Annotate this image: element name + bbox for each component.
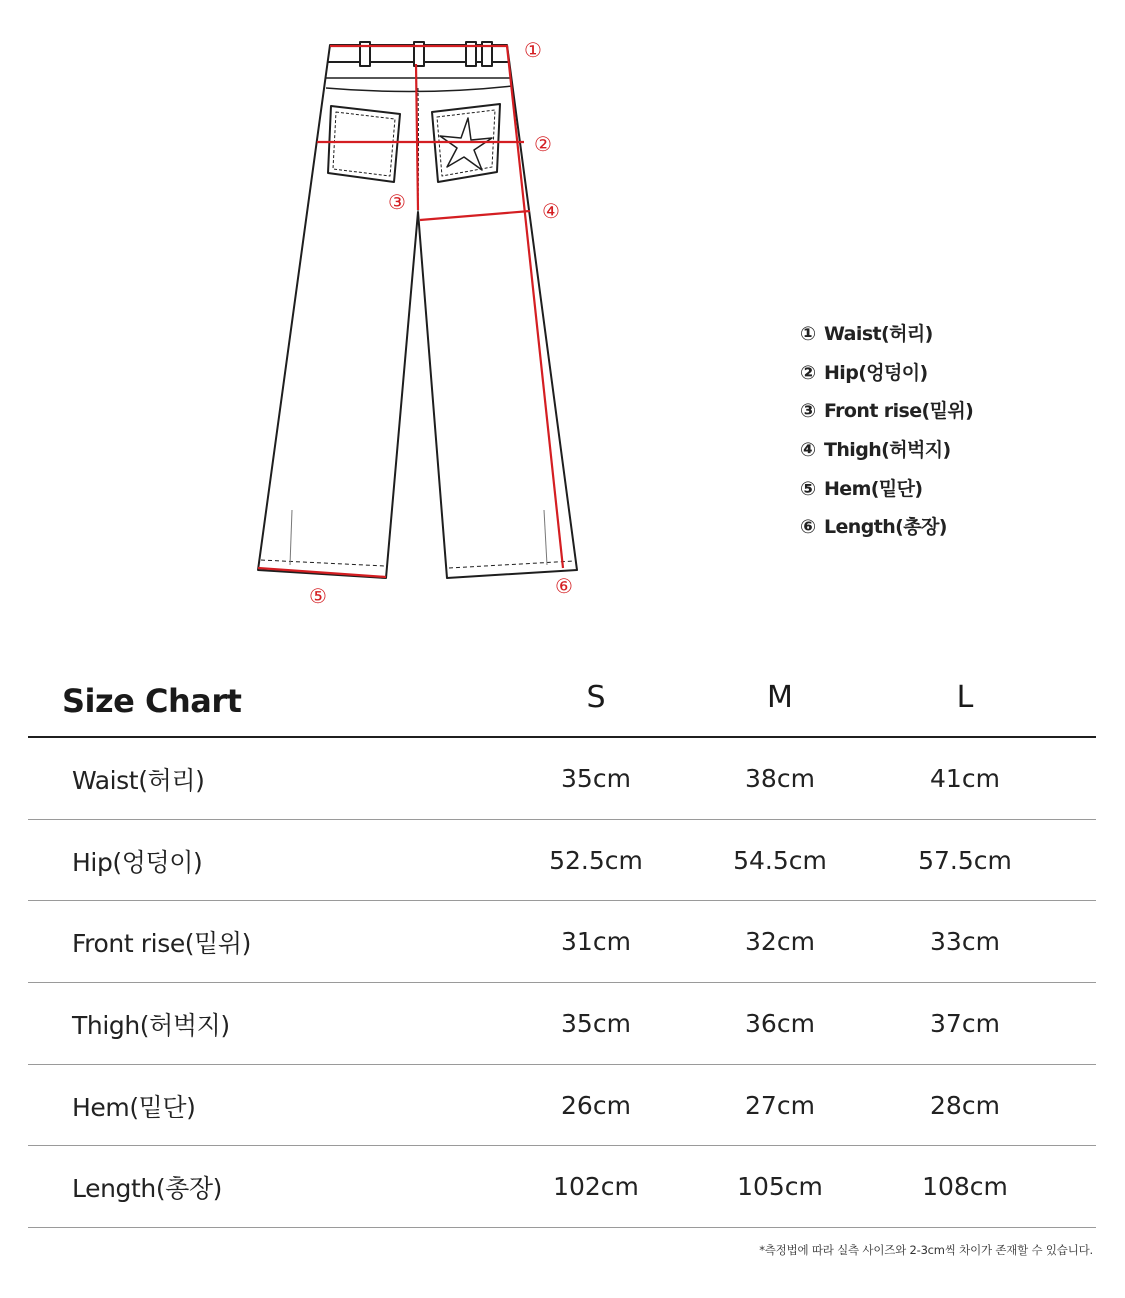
marker-3: ③ — [388, 190, 406, 214]
row-label: Length(총장) — [72, 1174, 223, 1204]
legend-label: Front rise(밑위) — [824, 400, 974, 423]
legend-item-waist — [800, 320, 973, 359]
marker-2: ② — [534, 132, 552, 156]
size-chart-header — [28, 670, 1096, 738]
legend-number: ① — [800, 323, 816, 345]
size-header-s: S — [586, 680, 606, 715]
row-label: Thigh(허벅지) — [72, 1011, 230, 1041]
cell-l: 28cm — [930, 1090, 1000, 1120]
marker-4: ④ — [542, 199, 560, 223]
cell-s: 35cm — [561, 764, 631, 793]
legend-number: ② — [800, 361, 816, 384]
cell-m: 27cm — [745, 1090, 815, 1120]
legend-label: Thigh(허벅지) — [824, 439, 951, 462]
legend-item-front-rise — [800, 397, 973, 436]
size-header-l: L — [956, 680, 974, 715]
size-header-m: M — [767, 680, 793, 715]
legend-number: ⑥ — [800, 516, 816, 539]
measurement-footnote: *측정법에 따라 실측 사이즈와 2-3cm씩 차이가 존재할 수 있습니다. — [759, 1243, 1093, 1257]
size-chart-title: Size Chart — [62, 682, 242, 720]
marker-1: ① — [524, 38, 542, 62]
cell-s: 52.5cm — [549, 845, 643, 875]
cell-m: 54.5cm — [733, 845, 827, 875]
table-row-waist — [28, 738, 1096, 820]
table-row-hem — [28, 1065, 1096, 1147]
cell-m: 38cm — [745, 764, 815, 793]
cell-m: 36cm — [745, 1009, 815, 1039]
cell-s: 26cm — [561, 1090, 631, 1120]
cell-l: 57.5cm — [918, 845, 1012, 875]
legend-label: Hip(엉덩이) — [824, 361, 928, 384]
legend-item-thigh — [800, 436, 973, 475]
legend-number: ④ — [800, 439, 816, 462]
cell-s: 102cm — [553, 1172, 639, 1202]
row-label: Waist(허리) — [72, 766, 205, 795]
legend-number: ⑤ — [800, 477, 816, 500]
cell-m: 105cm — [737, 1172, 823, 1202]
row-label: Front rise(밑위) — [72, 929, 252, 959]
table-row-hip — [28, 820, 1096, 902]
legend-item-hip — [800, 359, 973, 398]
cell-l: 37cm — [930, 1009, 1000, 1039]
legend-label: Waist(허리) — [824, 323, 933, 345]
marker-6: ⑥ — [555, 574, 573, 598]
legend-label: Length(총장) — [824, 516, 947, 539]
table-row-thigh — [28, 983, 1096, 1065]
legend-item-length — [800, 513, 973, 552]
legend-number: ③ — [800, 400, 816, 423]
size-chart-table — [28, 670, 1096, 1228]
table-row-length — [28, 1146, 1096, 1228]
cell-m: 32cm — [745, 927, 815, 957]
row-label: Hem(밑단) — [72, 1092, 196, 1122]
legend-item-hem — [800, 475, 973, 514]
cell-l: 108cm — [922, 1172, 1008, 1202]
cell-l: 33cm — [930, 927, 1000, 957]
table-row-front-rise — [28, 901, 1096, 983]
row-label: Hip(엉덩이) — [72, 847, 203, 877]
cell-s: 35cm — [561, 1009, 631, 1039]
measurement-legend — [800, 320, 973, 552]
marker-5: ⑤ — [309, 584, 327, 608]
legend-label: Hem(밑단) — [824, 477, 923, 500]
cell-l: 41cm — [930, 764, 1000, 793]
cell-s: 31cm — [561, 927, 631, 957]
